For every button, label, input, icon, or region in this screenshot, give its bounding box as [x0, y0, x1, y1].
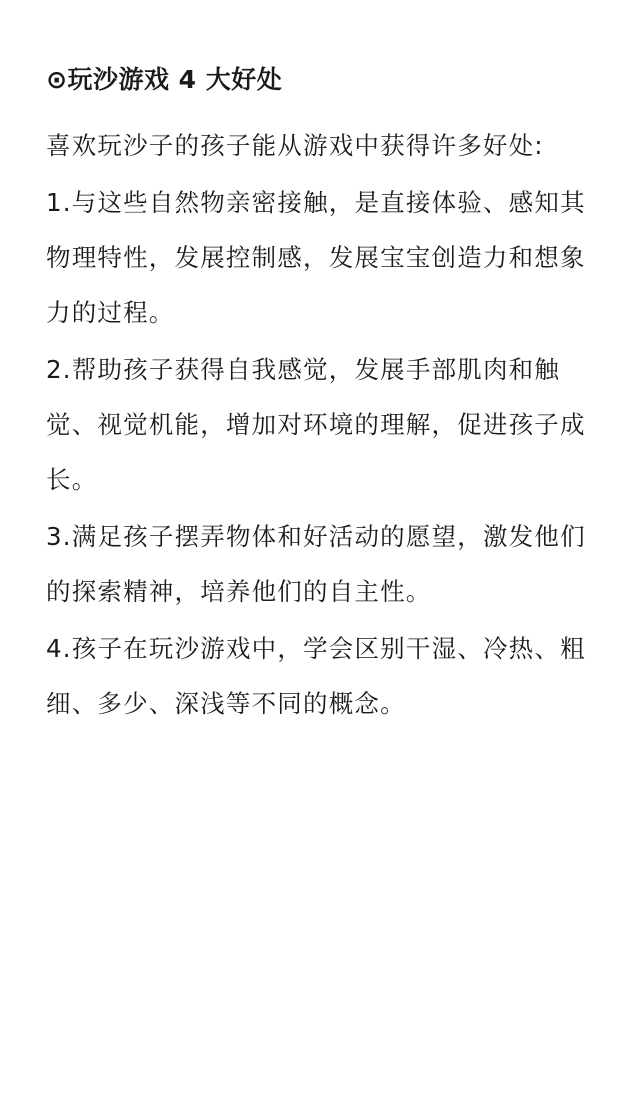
benefit-item-4: 4.孩子在玩沙游戏中，学会区别干湿、冷热、粗细、多少、深浅等不同的概念。 — [46, 634, 586, 718]
benefit-item-1: 1.与这些自然物亲密接触，是直接体验、感知其物理特性，发展控制感，发展宝宝创造力和想象力的过程。 — [46, 188, 586, 327]
benefit-item-2: 2.帮助孩子获得自我感觉，发展手部肌肉和触觉、视觉机能，增加对环境的理解，促进孩子成长。 — [46, 355, 586, 494]
article-body — [46, 60, 586, 733]
intro-paragraph: 喜欢玩沙子的孩子能从游戏中获得许多好处: — [46, 131, 544, 160]
article-title: ⊙玩沙游戏 4 大好处 — [46, 65, 283, 94]
benefit-item-3: 3.满足孩子摆弄物体和好活动的愿望，激发他们的探索精神，培养他们的自主性。 — [46, 522, 586, 606]
